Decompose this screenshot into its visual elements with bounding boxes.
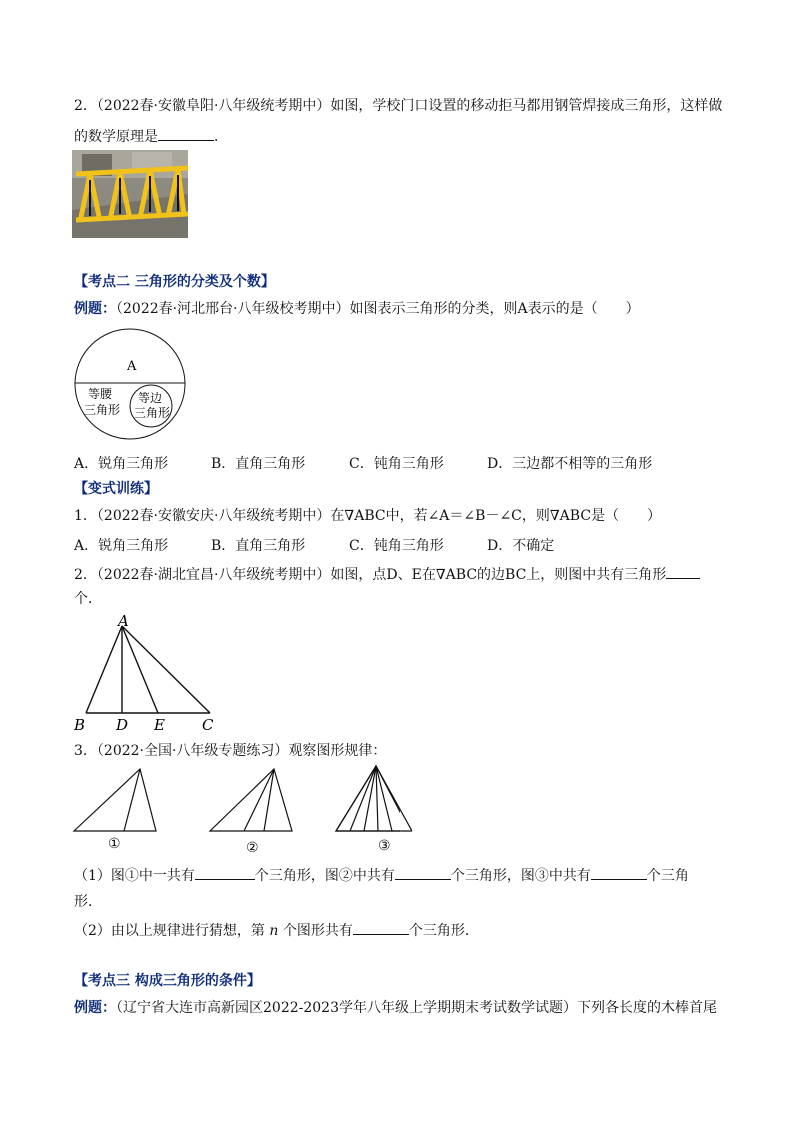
part2-text-c: 个三角形．: [408, 923, 479, 939]
label-b: B: [74, 716, 86, 734]
label-d: D: [116, 716, 129, 734]
variant-q3-part1: [74, 865, 689, 885]
answer-blank: [591, 865, 647, 880]
answer-blank: [353, 920, 409, 935]
section2-example: [74, 300, 640, 318]
variant-q1-option-c: C．钝角三角形: [349, 538, 444, 554]
part2-n: n: [269, 923, 279, 939]
part2-text-a: （2）由以上规律进行猜想，第: [74, 923, 265, 939]
variant-heading: 【变式训练】: [74, 481, 158, 497]
answer-blank: [666, 564, 700, 579]
variant-q1: 1．（2022春·安徽安庆·八年级统考期中）在∇ABC中，若∠A＝∠B－∠C，则∇ABC是（ ）: [74, 508, 662, 524]
variant-q1-option-a: A．锐角三角形: [74, 538, 169, 554]
example-text: （2022春·河北邢台·八年级校考期中）如图表示三角形的分类，则A表示的是（ ）: [116, 301, 640, 317]
q2-line2-prefix: 的数学原理是: [74, 129, 158, 145]
part1-text-d: 个三角: [646, 868, 689, 884]
variant-q1-option-b: B．直角三角形: [211, 538, 306, 554]
part1-text-b: 个三角形，图②中共有: [254, 868, 395, 884]
diagram-label-isosceles-1: 等腰: [88, 387, 113, 401]
label-c: C: [202, 716, 214, 734]
figure-label-3: ③: [378, 838, 391, 854]
figure-label-2: ②: [246, 840, 259, 856]
label-a: A: [118, 612, 129, 630]
part1-text-c: 个三角形，图③中共有: [450, 868, 591, 884]
section3-heading: 【考点三 构成三角形的条件】: [74, 973, 261, 989]
variant-q3: 3．（2022·全国·八年级专题练习）观察图形规律：: [74, 743, 387, 759]
section3-example: [74, 999, 717, 1017]
variant-q3-part2: [74, 920, 479, 940]
figure-label-1: ①: [108, 836, 121, 852]
answer-blank: [395, 865, 451, 880]
diagram-label-isosceles-2: 三角形: [84, 403, 121, 417]
example-label: 例题：: [74, 1000, 116, 1016]
example-option-c: C．钝角三角形: [349, 456, 444, 472]
part2-text-b: 个图形共有: [282, 923, 353, 939]
q2-line2: [74, 126, 228, 146]
variant-q2-text: 2．（2022春·湖北宜昌·八年级统考期中）如图，点D、E在∇ABC的边BC上，则图中共有三角形: [74, 567, 667, 583]
barrier-photo: [72, 150, 188, 238]
example-text: （辽宁省大连市高新园区2022-2023学年八年级上学期期末考试数学试题）下列各长度的木棒首尾: [116, 1000, 717, 1016]
variant-q2-tail: 个．: [74, 591, 102, 607]
answer-blank: [195, 865, 255, 880]
example-option-a: A．锐角三角形: [74, 456, 169, 472]
example-option-d: D．三边都不相等的三角形: [487, 456, 653, 472]
section2-heading: 【考点二 三角形的分类及个数】: [74, 274, 275, 290]
q2-line1: 2．（2022春·安徽阜阳·八年级统考期中）如图，学校门口设置的移动拒马都用钢管焊接成三角形，这样做: [74, 98, 723, 114]
label-e: E: [154, 716, 165, 734]
example-label: 例题：: [74, 301, 116, 317]
q2-line2-suffix: ．: [214, 129, 228, 145]
example-option-b: B．直角三角形: [211, 456, 306, 472]
triangle-abc-figure: [70, 612, 220, 734]
classification-diagram: [72, 326, 188, 442]
variant-q2: [74, 564, 700, 584]
diagram-label-a: A: [127, 359, 137, 374]
diagram-label-equilateral-2: 三角形: [134, 406, 171, 420]
part1-text-a: （1）图①中一共有: [74, 868, 195, 884]
diagram-label-equilateral-1: 等边: [138, 391, 163, 405]
answer-blank: [158, 126, 214, 141]
pattern-figure-3: [330, 764, 412, 836]
variant-q1-option-d: D．不确定: [487, 538, 555, 554]
variant-q3-part1-end: 形．: [74, 894, 102, 910]
